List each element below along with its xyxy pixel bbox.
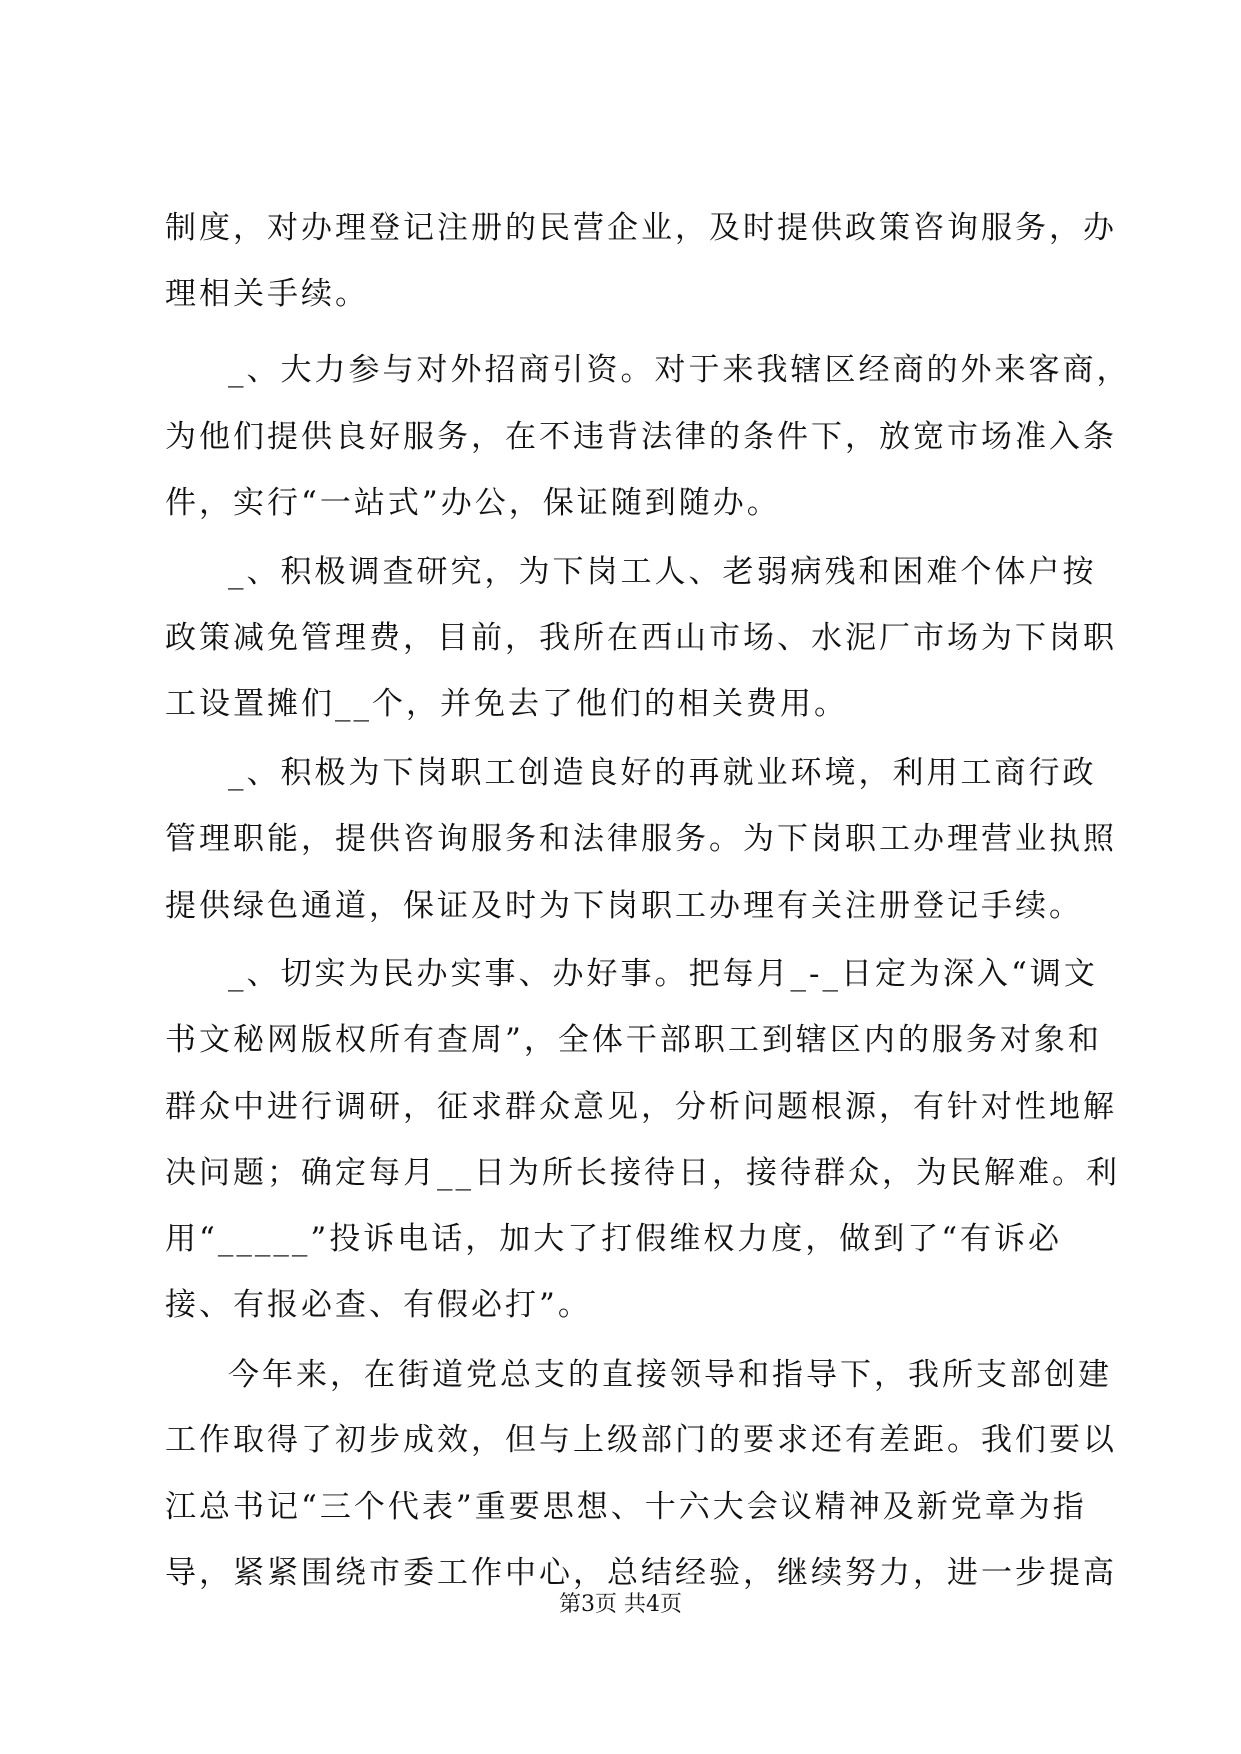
text-line: 制度，对办理登记注册的民营企业，及时提供政策咨询服务，办 xyxy=(165,210,1117,246)
text-line: 决问题；确定每月__日为所长接待日，接待群众，为民解难。利 xyxy=(165,1155,1120,1191)
text-line: 今年来，在街道党总支的直接领导和指导下，我所支部创建 xyxy=(228,1357,1112,1393)
text-line: _、积极调查研究，为下岗工人、老弱病残和困难个体户按 xyxy=(228,554,1097,590)
page-footer: 第3页 共4页 xyxy=(559,1592,682,1617)
text-line: 件，实行“一站式”办公，保证随到随办。 xyxy=(165,485,781,521)
text-line: 用“_____”投诉电话，加大了打假维权力度，做到了“有诉必 xyxy=(165,1221,1063,1257)
text-line: 工作取得了初步成效，但与上级部门的要求还有差距。我们要以 xyxy=(165,1422,1117,1458)
text-line: _、大力参与对外招商引资。对于来我辖区经商的外来客商， xyxy=(228,352,1131,388)
text-line: 导，紧紧围绕市委工作中心，总结经验，继续努力，进一步提高 xyxy=(165,1555,1117,1591)
text-line: 政策减免管理费，目前，我所在西山市场、水泥厂市场为下岗职 xyxy=(165,620,1117,656)
text-line: 管理职能，提供咨询服务和法律服务。为下岗职工办理营业执照 xyxy=(165,821,1117,857)
text-line: 提供绿色通道，保证及时为下岗职工办理有关注册登记手续。 xyxy=(165,888,1083,924)
text-line: _、切实为民办实事、办好事。把每月_-_日定为深入“调文 xyxy=(228,956,1098,992)
text-line: 理相关手续。 xyxy=(165,276,369,312)
text-line: 工设置摊们__个，并免去了他们的相关费用。 xyxy=(165,686,848,722)
text-line: 书文秘网版权所有查周”，全体干部职工到辖区内的服务对象和 xyxy=(165,1022,1102,1058)
text-line: _、积极为下岗职工创造良好的再就业环境，利用工商行政 xyxy=(228,755,1097,791)
text-line: 接、有报必查、有假必打”。 xyxy=(165,1287,592,1323)
text-line: 群众中进行调研，征求群众意见，分析问题根源，有针对性地解 xyxy=(165,1089,1117,1125)
text-line: 江总书记“三个代表”重要思想、十六大会议精神及新党章为指 xyxy=(165,1489,1087,1525)
text-line: 为他们提供良好服务，在不违背法律的条件下，放宽市场准入条 xyxy=(165,419,1117,455)
